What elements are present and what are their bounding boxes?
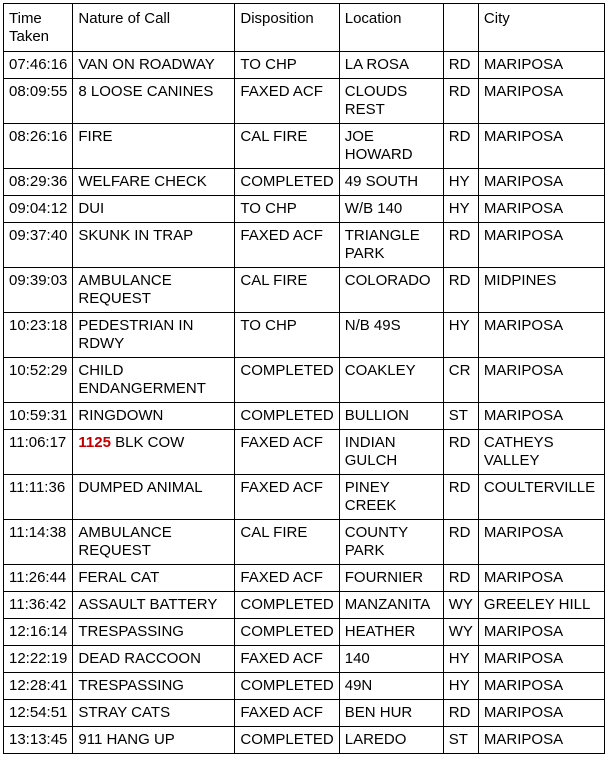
disposition-cell: COMPLETED [235, 358, 339, 403]
table-row [4, 565, 605, 592]
disposition-cell: FAXED ACF [235, 223, 339, 268]
call-log-table [3, 3, 605, 754]
header-row [4, 4, 605, 52]
suffix-cell: RD [443, 223, 478, 268]
suffix-cell: ST [443, 727, 478, 754]
location-cell: LA ROSA [339, 52, 443, 79]
location-cell: LAREDO [339, 727, 443, 754]
header-nature: Nature of Call [73, 4, 235, 52]
time-cell: 11:11:36 [4, 475, 73, 520]
location-cell: PINEY CREEK [339, 475, 443, 520]
nature-cell [73, 430, 235, 475]
time-cell: 10:23:18 [4, 313, 73, 358]
suffix-cell: RD [443, 268, 478, 313]
city-cell: MARIPOSA [478, 565, 604, 592]
location-cell: BEN HUR [339, 700, 443, 727]
suffix-cell: RD [443, 700, 478, 727]
suffix-cell: RD [443, 430, 478, 475]
nature-cell: 8 LOOSE CANINES [73, 79, 235, 124]
nature-cell: STRAY CATS [73, 700, 235, 727]
location-cell: TRIANGLE PARK [339, 223, 443, 268]
city-cell: COULTERVILLE [478, 475, 604, 520]
location-cell: COUNTY PARK [339, 520, 443, 565]
city-cell: CATHEYS VALLEY [478, 430, 604, 475]
disposition-cell: COMPLETED [235, 169, 339, 196]
suffix-cell: HY [443, 313, 478, 358]
nature-cell: PEDESTRIAN IN RDWY [73, 313, 235, 358]
suffix-cell: RD [443, 124, 478, 169]
table-row [4, 727, 605, 754]
header-suffix [443, 4, 478, 52]
city-cell: MARIPOSA [478, 79, 604, 124]
disposition-cell: CAL FIRE [235, 124, 339, 169]
disposition-cell: COMPLETED [235, 727, 339, 754]
nature-cell: DEAD RACCOON [73, 646, 235, 673]
nature-cell: TRESPASSING [73, 673, 235, 700]
location-cell: CLOUDS REST [339, 79, 443, 124]
time-cell: 13:13:45 [4, 727, 73, 754]
city-cell: MARIPOSA [478, 124, 604, 169]
time-cell: 12:28:41 [4, 673, 73, 700]
suffix-cell: HY [443, 673, 478, 700]
call-log-body [4, 52, 605, 754]
table-row [4, 79, 605, 124]
table-row [4, 196, 605, 223]
disposition-cell: FAXED ACF [235, 79, 339, 124]
table-row [4, 430, 605, 475]
disposition-cell: TO CHP [235, 313, 339, 358]
nature-cell: FIRE [73, 124, 235, 169]
location-cell: INDIAN GULCH [339, 430, 443, 475]
time-cell: 09:04:12 [4, 196, 73, 223]
time-cell: 08:26:16 [4, 124, 73, 169]
table-row [4, 52, 605, 79]
time-cell: 11:36:42 [4, 592, 73, 619]
time-cell: 10:52:29 [4, 358, 73, 403]
suffix-cell: HY [443, 169, 478, 196]
location-cell: 49 SOUTH [339, 169, 443, 196]
suffix-cell: HY [443, 646, 478, 673]
nature-cell: WELFARE CHECK [73, 169, 235, 196]
city-cell: MARIPOSA [478, 700, 604, 727]
time-cell: 12:54:51 [4, 700, 73, 727]
table-row [4, 268, 605, 313]
disposition-cell: FAXED ACF [235, 430, 339, 475]
disposition-cell: FAXED ACF [235, 565, 339, 592]
time-cell: 11:06:17 [4, 430, 73, 475]
time-cell: 08:09:55 [4, 79, 73, 124]
suffix-cell: WY [443, 619, 478, 646]
nature-cell: RINGDOWN [73, 403, 235, 430]
location-cell: MANZANITA [339, 592, 443, 619]
disposition-cell: FAXED ACF [235, 475, 339, 520]
disposition-cell: CAL FIRE [235, 520, 339, 565]
city-cell: MARIPOSA [478, 196, 604, 223]
city-cell: MARIPOSA [478, 52, 604, 79]
nature-cell: DUMPED ANIMAL [73, 475, 235, 520]
nature-cell: VAN ON ROADWAY [73, 52, 235, 79]
table-row [4, 475, 605, 520]
suffix-cell: RD [443, 79, 478, 124]
city-cell: MARIPOSA [478, 673, 604, 700]
nature-cell: DUI [73, 196, 235, 223]
nature-cell: SKUNK IN TRAP [73, 223, 235, 268]
disposition-cell: TO CHP [235, 196, 339, 223]
location-cell: HEATHER [339, 619, 443, 646]
time-cell: 11:26:44 [4, 565, 73, 592]
city-cell: MARIPOSA [478, 403, 604, 430]
location-cell: N/B 49S [339, 313, 443, 358]
nature-text: BLK COW [115, 434, 185, 451]
city-cell: MARIPOSA [478, 619, 604, 646]
table-row [4, 403, 605, 430]
nature-cell: FERAL CAT [73, 565, 235, 592]
location-cell: JOE HOWARD [339, 124, 443, 169]
city-cell: MARIPOSA [478, 520, 604, 565]
time-cell: 12:16:14 [4, 619, 73, 646]
time-cell: 08:29:36 [4, 169, 73, 196]
time-cell: 10:59:31 [4, 403, 73, 430]
location-cell: 49N [339, 673, 443, 700]
disposition-cell: COMPLETED [235, 403, 339, 430]
nature-cell: AMBULANCE REQUEST [73, 268, 235, 313]
city-cell: GREELEY HILL [478, 592, 604, 619]
location-cell: BULLION [339, 403, 443, 430]
city-cell: MARIPOSA [478, 646, 604, 673]
suffix-cell: WY [443, 592, 478, 619]
disposition-cell: FAXED ACF [235, 700, 339, 727]
time-cell: 07:46:16 [4, 52, 73, 79]
suffix-cell: RD [443, 52, 478, 79]
city-cell: MIDPINES [478, 268, 604, 313]
location-cell: COLORADO [339, 268, 443, 313]
disposition-cell: COMPLETED [235, 592, 339, 619]
nature-cell: 911 HANG UP [73, 727, 235, 754]
table-row [4, 646, 605, 673]
suffix-cell: ST [443, 403, 478, 430]
header-location: Location [339, 4, 443, 52]
table-row [4, 700, 605, 727]
table-row [4, 169, 605, 196]
table-row [4, 223, 605, 268]
time-cell: 09:37:40 [4, 223, 73, 268]
suffix-cell: RD [443, 520, 478, 565]
suffix-cell: RD [443, 475, 478, 520]
suffix-cell: CR [443, 358, 478, 403]
city-cell: MARIPOSA [478, 313, 604, 358]
suffix-cell: HY [443, 196, 478, 223]
table-row [4, 619, 605, 646]
table-row [4, 673, 605, 700]
location-cell: FOURNIER [339, 565, 443, 592]
time-cell: 09:39:03 [4, 268, 73, 313]
disposition-cell: TO CHP [235, 52, 339, 79]
time-cell: 12:22:19 [4, 646, 73, 673]
table-row [4, 313, 605, 358]
time-cell: 11:14:38 [4, 520, 73, 565]
call-code: 1125 [78, 434, 111, 451]
city-cell: MARIPOSA [478, 169, 604, 196]
table-row [4, 124, 605, 169]
city-cell: MARIPOSA [478, 727, 604, 754]
nature-cell: TRESPASSING [73, 619, 235, 646]
header-city: City [478, 4, 604, 52]
suffix-cell: RD [443, 565, 478, 592]
table-row [4, 592, 605, 619]
disposition-cell: FAXED ACF [235, 646, 339, 673]
location-cell: W/B 140 [339, 196, 443, 223]
table-row [4, 520, 605, 565]
table-row [4, 358, 605, 403]
nature-cell: AMBULANCE REQUEST [73, 520, 235, 565]
header-time: Time Taken [4, 4, 73, 52]
city-cell: MARIPOSA [478, 223, 604, 268]
header-disposition: Disposition [235, 4, 339, 52]
disposition-cell: CAL FIRE [235, 268, 339, 313]
location-cell: COAKLEY [339, 358, 443, 403]
location-cell: 140 [339, 646, 443, 673]
nature-cell: CHILD ENDANGERMENT [73, 358, 235, 403]
disposition-cell: COMPLETED [235, 619, 339, 646]
city-cell: MARIPOSA [478, 358, 604, 403]
disposition-cell: COMPLETED [235, 673, 339, 700]
nature-cell: ASSAULT BATTERY [73, 592, 235, 619]
